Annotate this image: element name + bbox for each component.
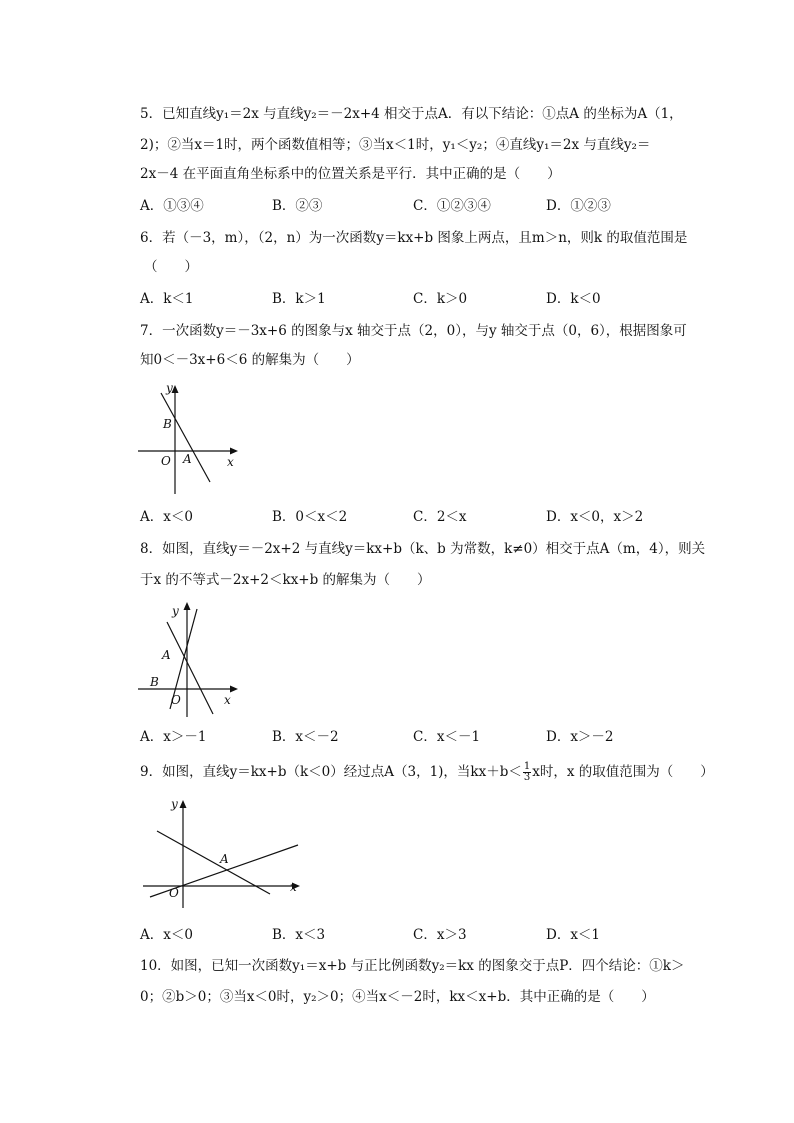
q7-label-b: B	[163, 417, 172, 431]
q5-option-b[interactable]: B．②③	[272, 198, 323, 214]
q5-option-d[interactable]: D．①②③	[546, 198, 611, 214]
q8-x-arrow	[230, 686, 238, 693]
q10-line-1: 10．如图，已知一次函数y₁＝x+b 与正比例函数y₂＝kx 的图象交于点P．四个结论：①k＞	[140, 958, 685, 974]
q9-frac-numerator: 1	[523, 761, 531, 772]
q6-option-d[interactable]: D．k＜0	[546, 291, 601, 307]
q7-option-a[interactable]: A．x＜0	[140, 509, 193, 525]
q9-graph	[135, 793, 310, 911]
q5-option-c[interactable]: C．①②③④	[413, 198, 491, 214]
q7-label-y: y	[166, 381, 173, 395]
q9-option-a[interactable]: A．x＜0	[140, 927, 193, 943]
q8-option-b[interactable]: B．x＜－2	[272, 729, 339, 745]
q9-label-a: A	[220, 852, 229, 866]
q9-frac-denominator: 3	[523, 772, 531, 783]
q9-label-y: y	[171, 797, 178, 811]
q8-graph	[130, 597, 250, 722]
q8-options	[0, 727, 794, 747]
q9-option-c[interactable]: C．x＞3	[413, 927, 467, 943]
q8-y-arrow	[184, 602, 191, 610]
q6-options	[0, 289, 794, 309]
q5-line-1: 5．已知直线y₁＝2x 与直线y₂＝－2x+4 相交于点A．有以下结论：①点A 的坐标为A（1，	[140, 106, 683, 122]
q9-options	[0, 925, 794, 945]
q6-option-b[interactable]: B．k＞1	[272, 291, 326, 307]
q7-function-line	[161, 393, 210, 482]
q6-line-1: 6．若（－3，m），（2，n）为一次函数y＝kx+b 图象上两点，且m＞n，则k 的取值范围是	[140, 230, 688, 246]
q5-option-a[interactable]: A．①③④	[140, 198, 204, 214]
q5-line-2: 2)；②当x＝1时，两个函数值相等；③当x＜1时，y₁＜y₂；④直线y₁＝2x 与直线y₂＝	[140, 137, 651, 153]
q7-label-a: A	[183, 452, 192, 466]
q6-option-c[interactable]: C．k＞0	[413, 291, 468, 307]
q5-line-3: 2x－4 在平面直角坐标系中的位置关系是平行．其中正确的是（ ）	[140, 166, 561, 182]
q7-x-arrow	[230, 448, 238, 455]
q9-y-arrow	[180, 800, 187, 808]
q8-label-x: x	[224, 693, 231, 707]
q9-text-before: 9．如图，直线y＝kx+b（k＜0）经过点A（3，1)，当kx＋b＜	[140, 764, 522, 780]
q8-line-2: 于x 的不等式－2x+2＜kx+b 的解集为（ ）	[140, 572, 431, 588]
q8-label-b: B	[150, 675, 159, 689]
q5-options	[0, 196, 794, 216]
q7-option-b[interactable]: B．0＜x＜2	[272, 509, 348, 525]
q8-label-o: O	[171, 693, 181, 707]
q9-label-o: O	[169, 886, 179, 900]
q9-option-b[interactable]: B．x＜3	[272, 927, 326, 943]
q10-line-2: 0；②b＞0；③当x＜0时，y₂＞0；④当x＜－2时，kx＜x+b．其中正确的是（ ）	[140, 989, 655, 1005]
q7-label-x: x	[227, 455, 234, 469]
q9-text-after: x时，x 的取值范围为（ ）	[532, 764, 714, 780]
q9-option-d[interactable]: D．x＜1	[546, 927, 601, 943]
q7-label-o: O	[161, 454, 171, 468]
q7-option-c[interactable]: C．2＜x	[413, 509, 467, 525]
q8-label-y: y	[172, 604, 179, 618]
q6-option-a[interactable]: A．k＜1	[140, 291, 194, 307]
q7-graph	[130, 378, 250, 498]
q8-label-a: A	[162, 648, 171, 662]
q9-line-kx-b	[157, 831, 270, 894]
q8-option-c[interactable]: C．x＜－1	[413, 729, 481, 745]
q9-label-x: x	[290, 880, 297, 894]
q7-option-d[interactable]: D．x＜0，x＞2	[546, 509, 644, 525]
q8-option-d[interactable]: D．x＞－2	[546, 729, 614, 745]
q9-line	[140, 762, 714, 783]
q7-line-1: 7．一次函数y＝－3x+6 的图象与x 轴交于点（2，0），与y 轴交于点（0，6），根据图象可	[140, 323, 687, 339]
q8-line-1: 8．如图，直线y＝－2x+2 与直线y＝kx+b（k、b 为常数，k≠0）相交于点A（m，4），则关	[140, 541, 706, 557]
q6-line-2: （ ）	[144, 259, 198, 275]
q8-option-a[interactable]: A．x＞－1	[140, 729, 207, 745]
q9-fraction	[523, 762, 531, 783]
q7-line-2: 知0＜－3x+6＜6 的解集为（ ）	[140, 352, 360, 368]
q7-options	[0, 507, 794, 527]
